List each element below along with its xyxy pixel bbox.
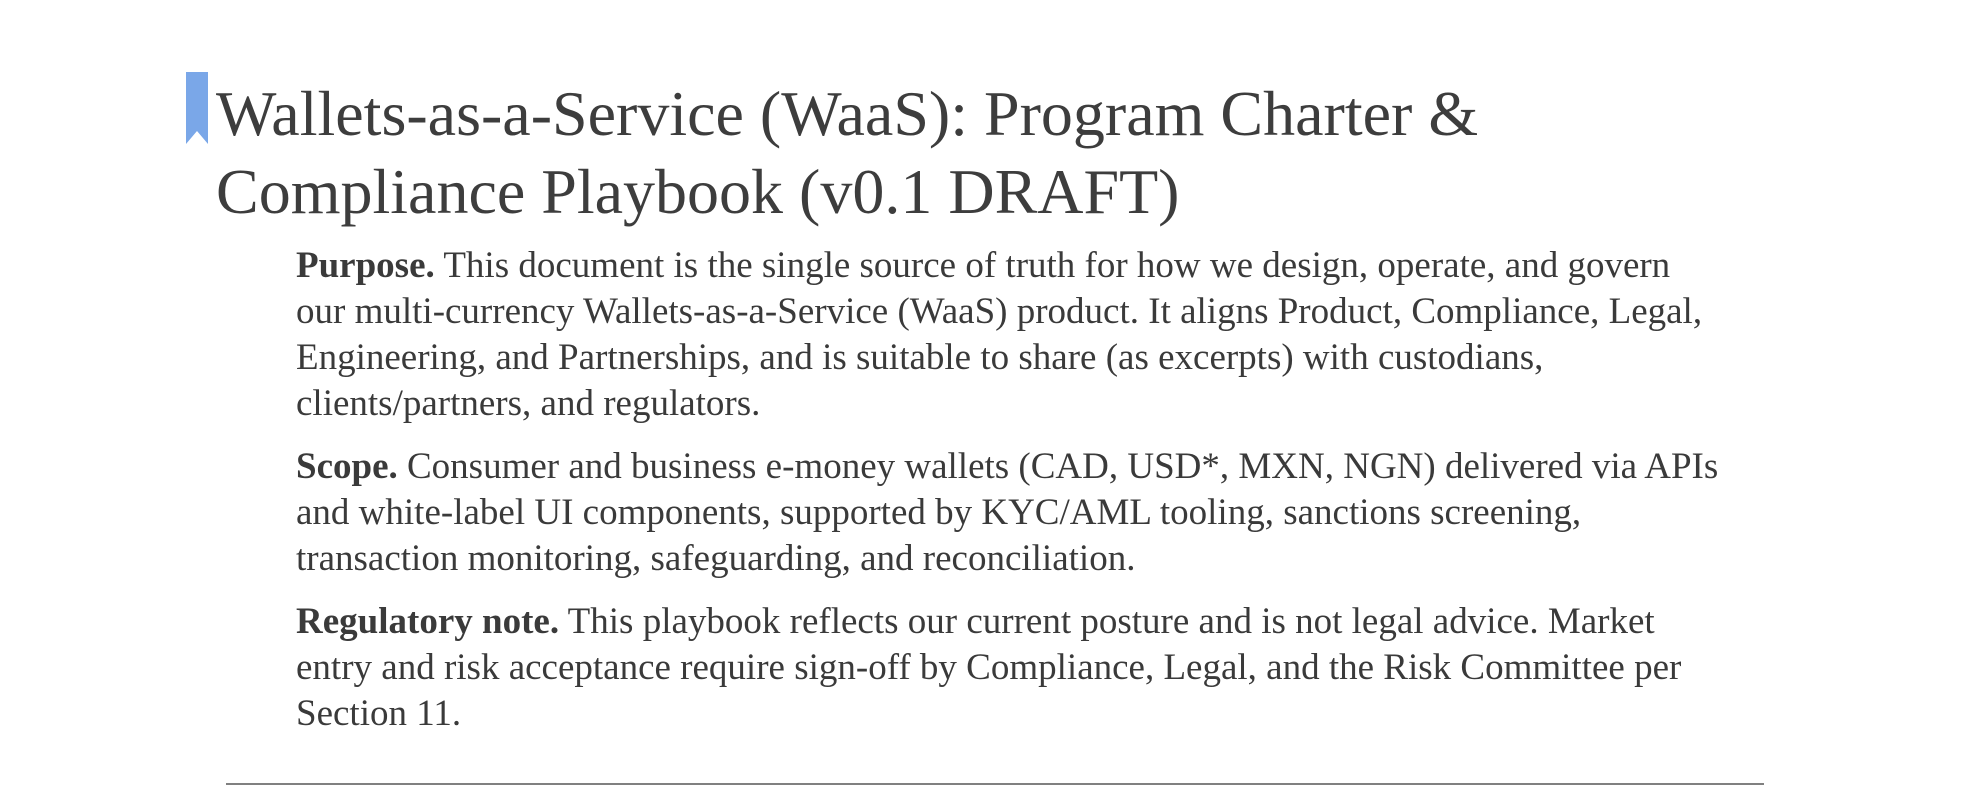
scope-label: Scope. — [296, 446, 398, 487]
scope-paragraph — [296, 444, 1726, 582]
bookmark-icon — [186, 72, 208, 144]
regulatory-note-paragraph — [296, 599, 1726, 737]
purpose-label: Purpose. — [296, 245, 435, 286]
scope-text: Consumer and business e-money wallets (CAD, USD*, MXN, NGN) delivered via APIs and white-label UI components, supported by KYC/AML tooling, sanctions screening, transaction monitoring, safeguarding, and reconciliation. — [296, 446, 1719, 579]
document-title: Wallets-as-a-Service (WaaS): Program Charter & Compliance Playbook (v0.1 DRAFT) — [216, 78, 1479, 227]
purpose-text: This document is the single source of truth for how we design, operate, and govern our multi-currency Wallets-as-a-Service (WaaS) product. It aligns Product, Compliance, Legal, Engineering, and Partnerships, and is suitable to share (as excerpts) with custodians, clients/partners, and regulators. — [296, 245, 1703, 424]
purpose-paragraph — [296, 243, 1726, 427]
regulatory-note-label: Regulatory note. — [296, 601, 560, 642]
regulatory-note-text: This playbook reflects our current posture and is not legal advice. Market entry and risk acceptance require sign-off by Compliance, Legal, and the Risk Committee per Section 11. — [296, 601, 1682, 734]
section-divider — [226, 783, 1764, 785]
